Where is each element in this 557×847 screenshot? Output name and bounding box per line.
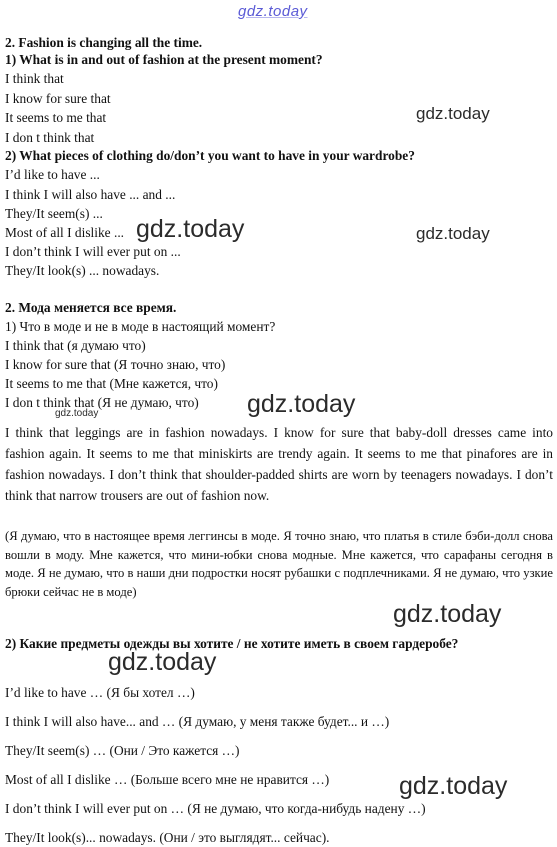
phrase-line: I’d like to have ...	[5, 167, 100, 182]
phrase-line: It seems to me that	[5, 110, 107, 125]
question-2-en: 2) What pieces of clothing do/don’t you want to have in your wardrobe?	[5, 148, 415, 163]
phrase-line: Most of all I dislike ...	[5, 225, 125, 240]
phrase-line: Most of all I dislike … (Больше всего мне не нравится …)	[5, 772, 330, 787]
watermark: gdz.today	[416, 224, 490, 243]
phrase-line: I’d like to have … (Я бы хотел …)	[5, 685, 195, 700]
phrase-line: They/It seem(s) … (Они / Это кажется …)	[5, 743, 240, 758]
phrase-line: I don’t think I will ever put on … (Я не думаю, что когда-нибудь надену …)	[5, 801, 426, 816]
question-1-ru: 1) Что в моде и не в моде в настоящий момент?	[5, 319, 276, 334]
question-2-ru: 2) Какие предметы одежды вы хотите / не хотите иметь в своем гардеробе?	[5, 636, 459, 651]
phrase-line: I don t think that	[5, 130, 95, 145]
phrase-line: I know for sure that	[5, 91, 111, 106]
phrase-line: It seems to me that (Мне кажется, что)	[5, 376, 218, 391]
watermark: gdz.today	[399, 772, 508, 800]
watermark: gdz.today	[136, 215, 245, 243]
section-heading-ru: 2. Мода меняется все время.	[5, 300, 177, 315]
phrase-line: I don’t think I will ever put on ...	[5, 244, 181, 259]
phrase-line: I think that (я думаю что)	[5, 338, 146, 353]
phrase-line: I think I will also have... and … (Я думаю, у меня также будет... и …)	[5, 714, 390, 729]
watermark: gdz.today	[247, 390, 356, 418]
watermark: gdz.today	[108, 648, 217, 676]
watermark: gdz.today	[393, 600, 502, 628]
phrase-line: They/It look(s) ... nowadays.	[5, 263, 160, 278]
watermark-top: gdz.today	[238, 3, 308, 20]
question-1-en: 1) What is in and out of fashion at the present moment?	[5, 52, 323, 67]
watermark: gdz.today	[55, 408, 99, 419]
section-heading-en: 2. Fashion is changing all the time.	[5, 35, 203, 50]
phrase-line: I know for sure that (Я точно знаю, что)	[5, 357, 226, 372]
phrase-line: They/It look(s)... nowadays. (Они / это выглядят... сейчас).	[5, 830, 330, 845]
answer-paragraph-ru: (Я думаю, что в настоящее время леггинсы в моде. Я точно знаю, что платья в стиле бэби-долл снова вошли в моду. Мне кажется, что мини-юбки снова модные. Мне кажется, что сарафаны сегодня в моде. Я не думаю, что в наши дни подростки носят рубашки с подплечниками. Я не думаю, что узкие брюки сейчас не в моде)	[5, 529, 553, 599]
phrase-line: I don t think that (Я не думаю, что)	[5, 395, 199, 410]
phrase-line: I think that	[5, 71, 64, 86]
phrase-line: They/It seem(s) ...	[5, 206, 103, 221]
phrase-line: I think I will also have ... and ...	[5, 187, 176, 202]
watermark: gdz.today	[416, 104, 490, 123]
answer-paragraph-en: I think that leggings are in fashion nowadays. I know for sure that baby-doll dresses came into fashion again. It seems to me that miniskirts are trendy again. It seems to me that pinafores are in fashion nowadays. I don’t think that shoulder-padded shirts are worn by teenagers nowadays. I don’t think that narrow trousers are out of fashion now.	[5, 425, 553, 503]
